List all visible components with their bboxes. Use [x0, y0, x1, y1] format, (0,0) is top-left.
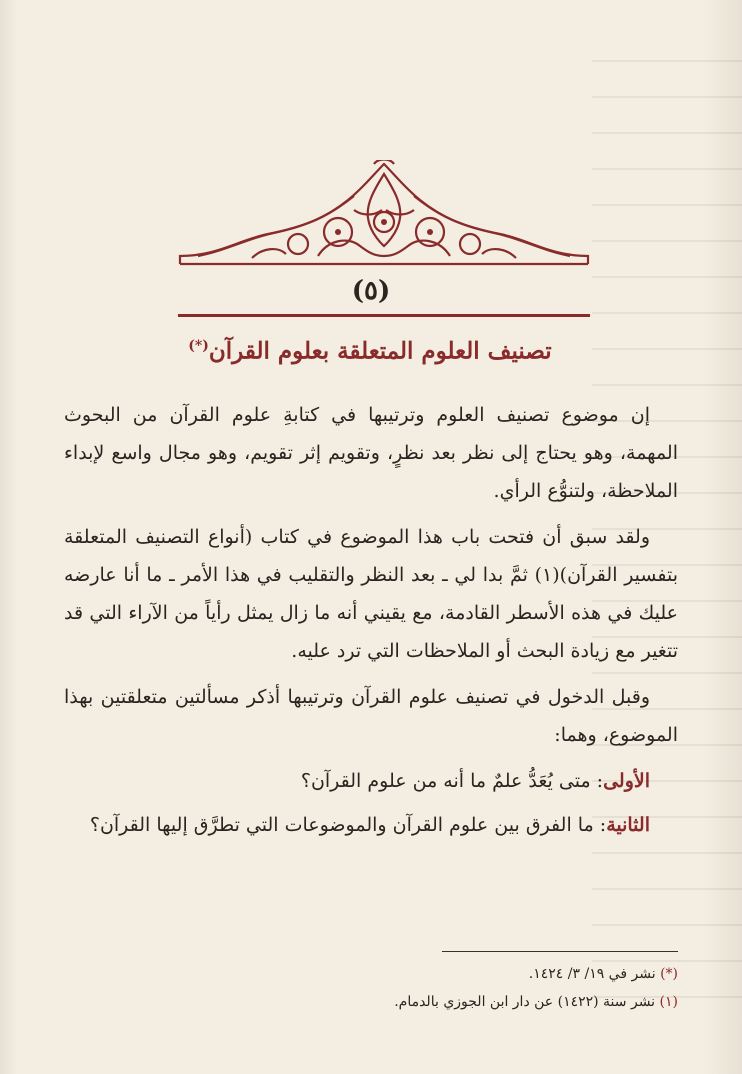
chapter-title-line [150, 326, 590, 372]
footnote-star-text: نشر في ١٩/ ٣/ ١٤٢٤. [528, 966, 661, 982]
footnotes [64, 960, 678, 1016]
paragraph-3: وقبل الدخول في تصنيف علوم القرآن وترتيبها أذكر مسألتين متعلقتين بهذا الموضوع، وهما: [64, 686, 678, 746]
paragraph-2: ولقد سبق أن فتحت باب هذا الموضوع في كتاب (أنواع التصنيف المتعلقة بتفسير القرآن)(١) ثمَّ بدا لي ـ بعد النظر والتقليب في هذا الأمر ـ ما أنا عارضه عليك في هذه الأسطر القادمة، مع يقيني أنه ما زال يمثل رأياً من الآراء التي قد تتغير مع زيادة البحث أو الملاحظات التي ترد عليه. [64, 526, 678, 662]
chapter-title: تصنيف العلوم المتعلقة بعلوم القرآن [208, 337, 552, 365]
chapter-number: (٥) [351, 276, 391, 306]
footnote-one-mark: (١) [659, 994, 678, 1010]
footnote-star-mark: (*) [660, 966, 678, 982]
question-second [64, 806, 678, 844]
arabesque-header-ornament-icon [178, 160, 590, 270]
question-first-label: الأولى [603, 770, 650, 792]
question-first-text: : متى يُعَدُّ علمٌ ما أنه من علوم القرآن؟ [300, 770, 604, 792]
footnote-separator [442, 951, 678, 952]
title-rule [178, 314, 590, 317]
main-text [64, 396, 678, 850]
footnote-star [64, 960, 678, 988]
question-first [64, 762, 678, 800]
footnote-one-text: نشر سنة (١٤٢٢) عن دار ابن الجوزي بالدمام. [394, 994, 660, 1010]
paragraph-1: إن موضوع تصنيف العلوم وترتيبها في كتابةِ علوم القرآن من البحوث المهمة، وهو يحتاج إلى نظر بعد نظرٍ، وتقويم إثر تقويم، وهو مجال واسع لإبداء الملاحظة، ولتنوُّع الرأي. [64, 404, 678, 502]
question-second-text: : ما الفرق بين علوم القرآن والموضوعات التي تطرَّق إليها القرآن؟ [89, 814, 607, 836]
question-second-label: الثانية [606, 814, 650, 836]
chapter-title-note-mark: (*) [188, 338, 209, 354]
footnote-one [64, 988, 678, 1016]
